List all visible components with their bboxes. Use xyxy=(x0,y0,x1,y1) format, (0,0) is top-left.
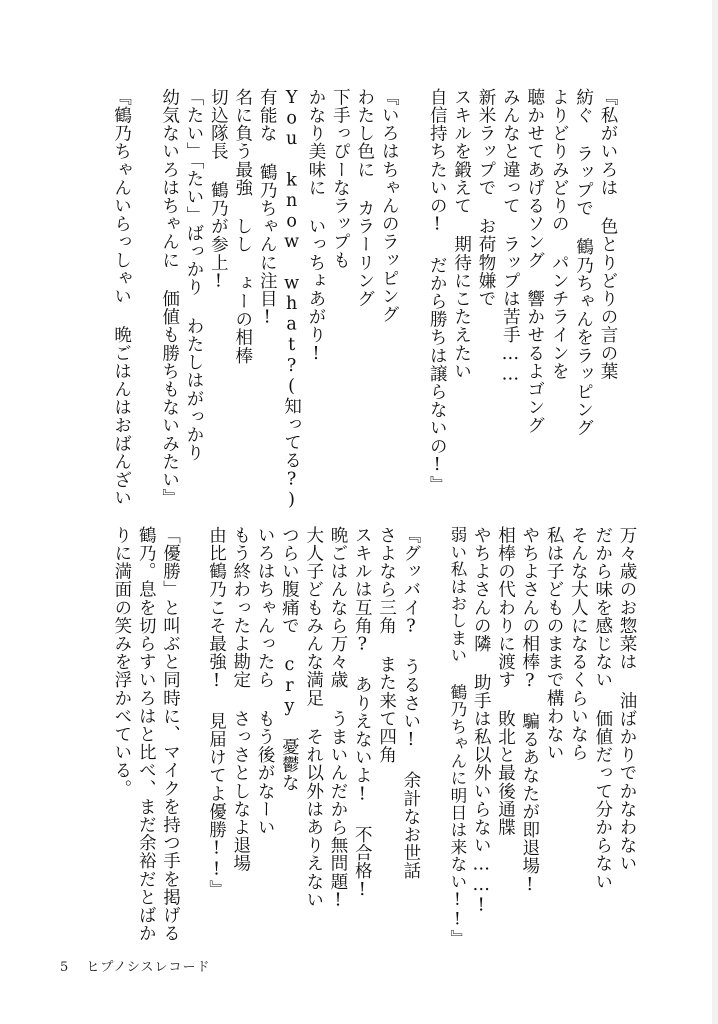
page-edge xyxy=(712,0,718,1024)
bottom-column-line: つらい腹痛で cry 憂鬱な xyxy=(279,526,300,792)
top-column-line: 『いろはちゃんのラッピング xyxy=(379,88,400,324)
top-column-line: 紡ぐ ラップで 鶴乃ちゃんをラッピング xyxy=(573,88,594,437)
top-column-line: 新米ラップで お荷物嫌で xyxy=(476,88,496,308)
top-column-line: 『鶴乃ちゃんいらっしゃい 晩ごはんはおばんざい xyxy=(111,88,132,507)
top-column-line: 自信持ちたいの! だから勝ちは譲らないの!』 xyxy=(427,88,448,494)
bottom-column-line: 晩ごはんなら万々歳 うまいんだから無問題! xyxy=(328,526,348,912)
top-column-line: 聴かせてあげるソング 響かせるよゴング xyxy=(524,88,545,435)
bottom-column-line: 大人子どもみんな満足 それ以外はありえない xyxy=(303,526,324,909)
bottom-column-line: やちよさんの相棒? 騙るあなたが即退場! xyxy=(519,526,540,896)
top-column-line: スキルを鍛えて 期待にこたえたい xyxy=(451,88,472,381)
bottom-column-line: だから味を感じない 価値だって分からない xyxy=(592,526,613,891)
bottom-column-line: りに満面の笑みを浮かべている。 xyxy=(111,526,132,798)
top-column-line: かなり美味に いっちょあがり! xyxy=(306,88,326,365)
bottom-column-line: 鶴乃。息を切らすいろはと比べ、まだ余裕だとばか xyxy=(136,526,157,943)
book-title: ヒプノシスレコード xyxy=(86,960,211,975)
bottom-column-line: もう終わったよ勘定 さっさとしなよ退場 xyxy=(230,526,251,873)
bottom-column-line: 相棒の代わりに渡す 敗北と最後通牒 xyxy=(495,526,516,837)
top-column-line: You know what?(知ってる?) xyxy=(281,88,302,511)
bottom-column-line: 万々歳のお惣菜は 油ばかりでかなわない xyxy=(617,526,637,873)
bottom-column-line: スキルは互角? ありえないよ! 不合格! xyxy=(352,526,373,901)
bottom-column-line: そんな大人になるくらいなら xyxy=(568,526,589,762)
top-column-line: わたし色に カラーリング xyxy=(354,88,375,308)
bottom-column-line: さよなら三角 また来て四角 xyxy=(376,526,397,764)
page-footer xyxy=(60,956,222,975)
top-column-line: 幼気ないろはちゃんに 価値も勝ちもないみたい』 xyxy=(159,88,180,507)
top-column-line: 『私がいろは 色とりどりの言の葉 xyxy=(598,88,618,381)
bottom-column-line: 弱い私はおしまい 鶴乃ちゃんに明日は来ない!!』 xyxy=(447,526,467,947)
bottom-column-line: 「優勝」と叫ぶと同時に、マイクを持つ手を掲げる xyxy=(160,526,181,943)
bottom-column-line: 由比鶴乃こそ最強! 見届けてよ優勝!!』 xyxy=(206,526,227,898)
bottom-column-line: 『グッバイ? うるさい! 余計なお世話 xyxy=(400,526,421,880)
top-column-line: 有能な 鶴乃ちゃんに注目! xyxy=(257,88,278,329)
top-column-line: みんなと違って ラップは苦手…… xyxy=(500,88,521,386)
top-column-line: 切込隊長 鶴乃が参上! xyxy=(208,88,229,293)
bottom-column-line: やちよさんの隣 助手は私以外いらない……! xyxy=(471,526,492,917)
top-column-line: よりどりみどりの パンチラインを xyxy=(549,88,570,381)
top-column-line: 下手っぴーなラップも xyxy=(330,88,351,269)
page-number: 5 xyxy=(60,960,70,975)
top-column-line: 名に負う最強 しし ょーの相棒 xyxy=(232,88,253,365)
bottom-column-line: いろはちゃんったら もう後がなーい xyxy=(255,526,276,837)
bottom-column-line: 私は子どものままで構わない xyxy=(544,526,565,762)
top-column-line: 「たい」「たい」ばっかり わたしはがっかり xyxy=(184,88,204,462)
